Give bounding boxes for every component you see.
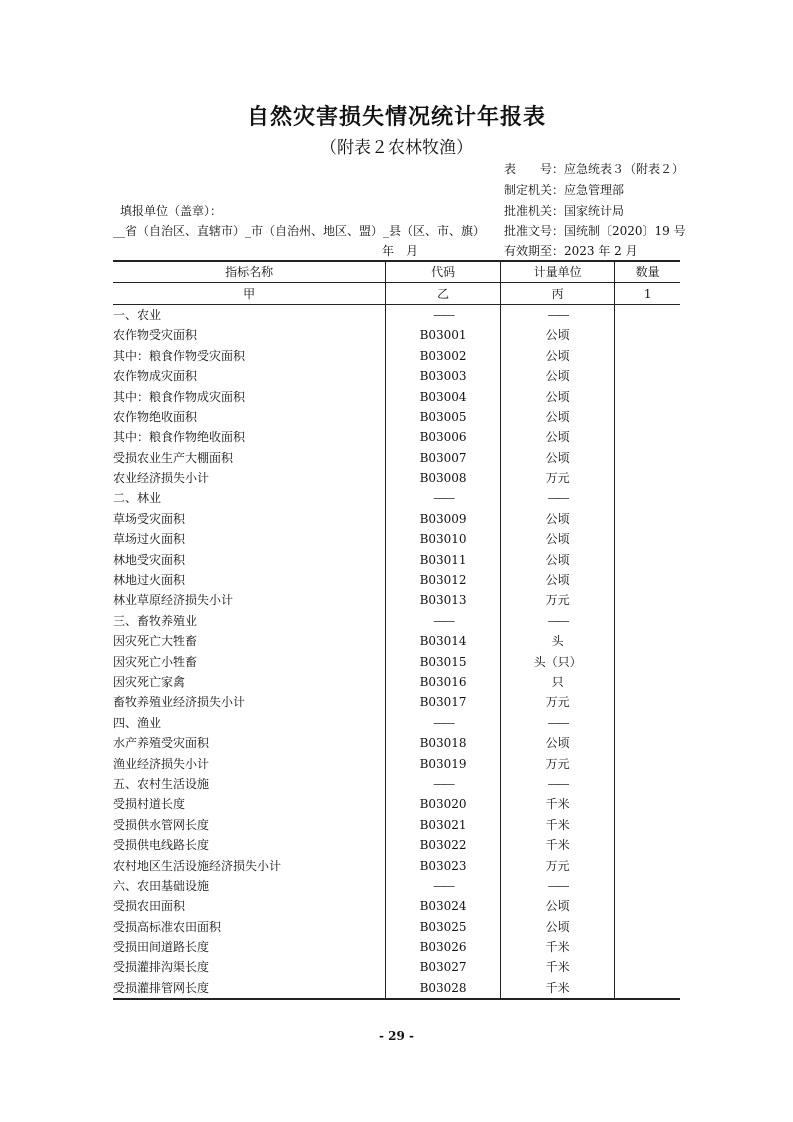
indicator-name: 草场过火面积 <box>113 529 386 549</box>
indicator-code: B03027 <box>386 957 501 977</box>
indicator-code: —— <box>386 774 501 794</box>
indicator-code: B03020 <box>386 794 501 814</box>
indicator-code: B03024 <box>386 896 501 916</box>
table-row <box>113 407 680 427</box>
quantity-cell[interactable] <box>615 304 680 325</box>
table-row <box>113 529 680 549</box>
indicator-code: B03011 <box>386 549 501 569</box>
table-header-row <box>113 261 680 283</box>
report-title: 自然灾害损失情况统计年报表 <box>246 104 546 130</box>
indicator-code: B03025 <box>386 917 501 937</box>
indicator-code: B03004 <box>386 386 501 406</box>
measurement-unit: 千米 <box>500 937 614 957</box>
table-row <box>113 876 680 896</box>
quantity-cell[interactable] <box>615 855 680 875</box>
category-name: 二、林业 <box>113 488 386 508</box>
valid-until: 有效期至：2023 年 2 月 <box>504 244 638 258</box>
indicator-name: 其中：粮食作物受灾面积 <box>113 346 386 366</box>
category-name: 四、渔业 <box>113 713 386 733</box>
indicator-name: 受损村道长度 <box>113 794 386 814</box>
indicator-name: 农业经济损失小计 <box>113 468 386 488</box>
quantity-cell[interactable] <box>615 488 680 508</box>
table-row <box>113 570 680 590</box>
indicator-name: 受损灌排沟渠长度 <box>113 957 386 977</box>
indicator-name: 受损供电线路长度 <box>113 835 386 855</box>
table-row <box>113 549 680 569</box>
indicator-code: B03015 <box>386 651 501 671</box>
indicator-code: B03022 <box>386 835 501 855</box>
table-row <box>113 611 680 631</box>
indicator-code: —— <box>386 488 501 508</box>
table-row <box>113 713 680 733</box>
subheader-bing: 丙 <box>500 283 614 304</box>
measurement-unit: 公顷 <box>500 733 614 753</box>
header-unit: 计量单位 <box>500 261 614 283</box>
table-row <box>113 386 680 406</box>
table-row <box>113 815 680 835</box>
report-subtitle: （附表２农林牧渔） <box>320 138 473 158</box>
quantity-cell[interactable] <box>615 815 680 835</box>
quantity-cell[interactable] <box>615 753 680 773</box>
category-name: 一、农业 <box>113 304 386 325</box>
quantity-cell[interactable] <box>615 366 680 386</box>
year-month-fill: 年 月 <box>382 244 419 258</box>
reporting-unit-label: 填报单位（盖章）： <box>120 204 223 218</box>
measurement-unit: 千米 <box>500 815 614 835</box>
table-row <box>113 794 680 814</box>
measurement-unit: 千米 <box>500 794 614 814</box>
subheader-column-1: 1 <box>615 283 680 304</box>
measurement-unit: 千米 <box>500 835 614 855</box>
indicator-code: B03013 <box>386 590 501 610</box>
table-row <box>113 692 680 712</box>
indicator-code: B03003 <box>386 366 501 386</box>
table-row <box>113 835 680 855</box>
indicator-code: B03005 <box>386 407 501 427</box>
category-name: 三、畜牧养殖业 <box>113 611 386 631</box>
indicator-code: B03007 <box>386 448 501 468</box>
table-row <box>113 346 680 366</box>
indicator-code: —— <box>386 876 501 896</box>
measurement-unit: 头（只） <box>500 651 614 671</box>
indicator-name: 因灾死亡家禽 <box>113 672 386 692</box>
indicator-name: 农作物成灾面积 <box>113 366 386 386</box>
indicator-code: B03026 <box>386 937 501 957</box>
header-quantity: 数量 <box>615 261 680 283</box>
table-row <box>113 957 680 977</box>
measurement-unit: —— <box>500 774 614 794</box>
indicator-name: 受损农田面积 <box>113 896 386 916</box>
quantity-cell[interactable] <box>615 448 680 468</box>
measurement-unit: 公顷 <box>500 407 614 427</box>
indicator-code: B03006 <box>386 427 501 447</box>
measurement-unit: 公顷 <box>500 427 614 447</box>
table-row <box>113 774 680 794</box>
indicator-name: 林地过火面积 <box>113 570 386 590</box>
measurement-unit: 万元 <box>500 590 614 610</box>
table-subheader-row <box>113 283 680 304</box>
indicator-name: 农作物受灾面积 <box>113 325 386 345</box>
quantity-cell[interactable] <box>615 692 680 712</box>
quantity-cell[interactable] <box>615 468 680 488</box>
header-code: 代码 <box>386 261 501 283</box>
quantity-cell[interactable] <box>615 611 680 631</box>
quantity-cell[interactable] <box>615 937 680 957</box>
indicator-code: B03010 <box>386 529 501 549</box>
quantity-cell[interactable] <box>615 325 680 345</box>
measurement-unit: 公顷 <box>500 366 614 386</box>
indicator-code: B03012 <box>386 570 501 590</box>
table-row <box>113 733 680 753</box>
category-name: 五、农村生活设施 <box>113 774 386 794</box>
indicator-code: B03019 <box>386 753 501 773</box>
indicator-name: 受损田间道路长度 <box>113 937 386 957</box>
indicator-code: B03016 <box>386 672 501 692</box>
indicator-name: 林业草原经济损失小计 <box>113 590 386 610</box>
measurement-unit: 千米 <box>500 978 614 999</box>
measurement-unit: —— <box>500 488 614 508</box>
quantity-cell[interactable] <box>615 835 680 855</box>
category-name: 六、农田基础设施 <box>113 876 386 896</box>
table-body <box>113 304 680 999</box>
table-row <box>113 488 680 508</box>
quantity-cell[interactable] <box>615 427 680 447</box>
measurement-unit: 公顷 <box>500 570 614 590</box>
region-fill-line: __省（自治区、直辖市）_市（自治州、地区、盟）_县（区、市、旗） <box>113 224 486 238</box>
quantity-cell[interactable] <box>615 570 680 590</box>
measurement-unit: 万元 <box>500 692 614 712</box>
measurement-unit: 公顷 <box>500 529 614 549</box>
page-number: - 29 - <box>378 1029 414 1043</box>
measurement-unit: 公顷 <box>500 917 614 937</box>
measurement-unit: 公顷 <box>500 896 614 916</box>
indicator-name: 渔业经济损失小计 <box>113 753 386 773</box>
quantity-cell[interactable] <box>615 978 680 999</box>
measurement-unit: 万元 <box>500 855 614 875</box>
quantity-cell[interactable] <box>615 733 680 753</box>
table-row <box>113 917 680 937</box>
indicator-code: —— <box>386 611 501 631</box>
measurement-unit: 万元 <box>500 753 614 773</box>
indicator-name: 草场受灾面积 <box>113 509 386 529</box>
table-row <box>113 978 680 999</box>
quantity-cell[interactable] <box>615 509 680 529</box>
subheader-jia: 甲 <box>113 283 386 304</box>
table-row <box>113 651 680 671</box>
table-row <box>113 468 680 488</box>
approval-organization: 批准机关：国家统计局 <box>504 204 625 218</box>
indicator-name: 农村地区生活设施经济损失小计 <box>113 855 386 875</box>
indicator-code: B03008 <box>386 468 501 488</box>
indicator-code: B03002 <box>386 346 501 366</box>
indicator-name: 其中：粮食作物成灾面积 <box>113 386 386 406</box>
table-row <box>113 753 680 773</box>
measurement-unit: 公顷 <box>500 325 614 345</box>
measurement-unit: —— <box>500 304 614 325</box>
table-row <box>113 427 680 447</box>
quantity-cell[interactable] <box>615 774 680 794</box>
indicator-name: 受损供水管网长度 <box>113 815 386 835</box>
indicator-code: B03018 <box>386 733 501 753</box>
indicator-code: B03014 <box>386 631 501 651</box>
measurement-unit: 头 <box>500 631 614 651</box>
quantity-cell[interactable] <box>615 876 680 896</box>
measurement-unit: 千米 <box>500 957 614 977</box>
indicator-code: B03023 <box>386 855 501 875</box>
quantity-cell[interactable] <box>615 651 680 671</box>
measurement-unit: —— <box>500 876 614 896</box>
quantity-cell[interactable] <box>615 957 680 977</box>
quantity-cell[interactable] <box>615 549 680 569</box>
indicator-code: —— <box>386 713 501 733</box>
statistics-table <box>113 260 680 1000</box>
quantity-cell[interactable] <box>615 672 680 692</box>
quantity-cell[interactable] <box>615 346 680 366</box>
indicator-name: 其中：粮食作物绝收面积 <box>113 427 386 447</box>
indicator-name: 水产养殖受灾面积 <box>113 733 386 753</box>
quantity-cell[interactable] <box>615 713 680 733</box>
header-indicator-name: 指标名称 <box>113 261 386 283</box>
table-row <box>113 631 680 651</box>
indicator-name: 因灾死亡大牲畜 <box>113 631 386 651</box>
table-row <box>113 896 680 916</box>
indicator-name: 受损灌排管网长度 <box>113 978 386 999</box>
quantity-cell[interactable] <box>615 631 680 651</box>
quantity-cell[interactable] <box>615 386 680 406</box>
form-number: 表 号：应急统表３（附表２） <box>504 162 685 176</box>
indicator-code: B03028 <box>386 978 501 999</box>
measurement-unit: —— <box>500 713 614 733</box>
indicator-code: B03017 <box>386 692 501 712</box>
indicator-name: 受损农业生产大棚面积 <box>113 448 386 468</box>
measurement-unit: 万元 <box>500 468 614 488</box>
table-row <box>113 448 680 468</box>
measurement-unit: 只 <box>500 672 614 692</box>
indicator-name: 因灾死亡小牲畜 <box>113 651 386 671</box>
table-row <box>113 509 680 529</box>
indicator-name: 受损高标准农田面积 <box>113 917 386 937</box>
table-row <box>113 304 680 325</box>
table-row <box>113 672 680 692</box>
measurement-unit: 公顷 <box>500 346 614 366</box>
subheader-yi: 乙 <box>386 283 501 304</box>
approval-document: 批准文号：国统制〔2020〕19 号 <box>504 224 686 238</box>
quantity-cell[interactable] <box>615 407 680 427</box>
indicator-name: 畜牧养殖业经济损失小计 <box>113 692 386 712</box>
measurement-unit: 公顷 <box>500 386 614 406</box>
table-row <box>113 855 680 875</box>
quantity-cell[interactable] <box>615 896 680 916</box>
indicator-code: B03021 <box>386 815 501 835</box>
measurement-unit: 公顷 <box>500 448 614 468</box>
measurement-unit: 公顷 <box>500 509 614 529</box>
indicator-code: B03009 <box>386 509 501 529</box>
table-row <box>113 325 680 345</box>
measurement-unit: —— <box>500 611 614 631</box>
measurement-unit: 公顷 <box>500 549 614 569</box>
quantity-cell[interactable] <box>615 590 680 610</box>
formulating-authority: 制定机关：应急管理部 <box>504 183 625 197</box>
indicator-code: —— <box>386 304 501 325</box>
table-row <box>113 590 680 610</box>
table-row <box>113 366 680 386</box>
quantity-cell[interactable] <box>615 917 680 937</box>
table-row <box>113 937 680 957</box>
indicator-code: B03001 <box>386 325 501 345</box>
indicator-name: 林地受灾面积 <box>113 549 386 569</box>
indicator-name: 农作物绝收面积 <box>113 407 386 427</box>
quantity-cell[interactable] <box>615 529 680 549</box>
quantity-cell[interactable] <box>615 794 680 814</box>
